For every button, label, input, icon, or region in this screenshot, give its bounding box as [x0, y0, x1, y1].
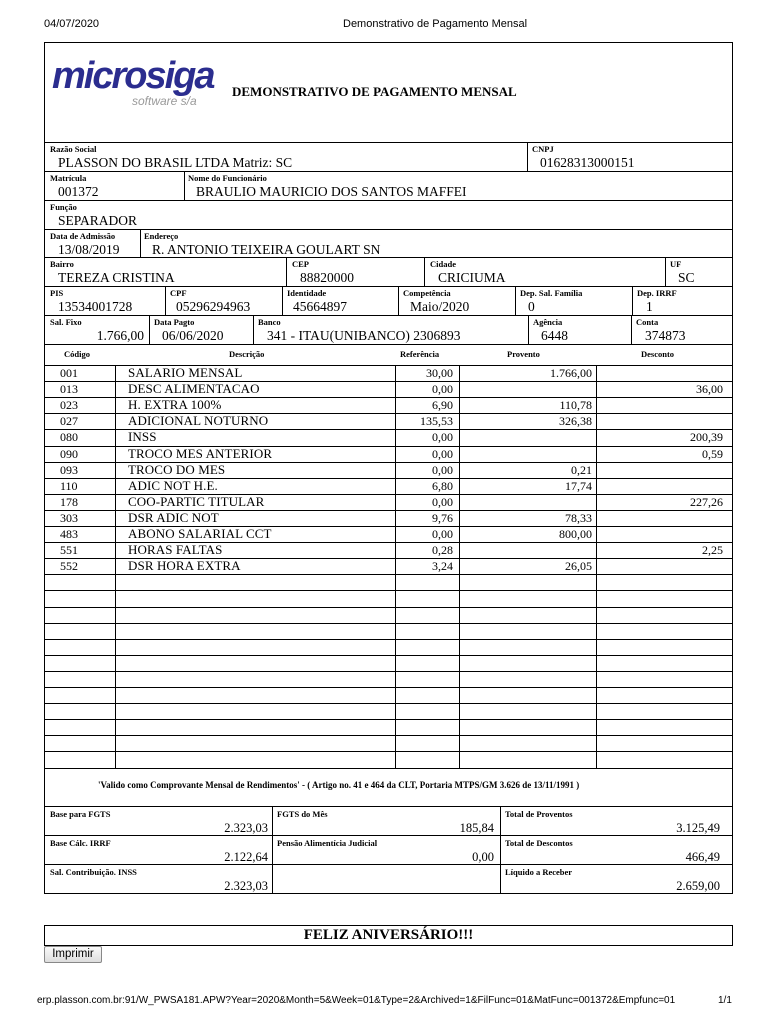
agencia-value: 6448	[541, 328, 568, 343]
row-provento: 1.766,00	[550, 366, 592, 380]
row-descricao: SALARIO MENSAL	[128, 365, 243, 380]
table-row-line	[45, 703, 733, 704]
uf-label: UF	[670, 259, 682, 269]
nome-label: Nome do Funcionário	[188, 173, 267, 183]
row-referencia: 30,00	[426, 366, 453, 380]
base-irrf-label: Base Cálc. IRRF	[50, 838, 111, 848]
table-col-line	[395, 365, 396, 768]
row-descricao: H. EXTRA 100%	[128, 397, 222, 412]
row-descricao: HORAS FALTAS	[128, 542, 223, 557]
fgts-mes-value: 185,84	[459, 821, 494, 835]
print-page-count: 1/1	[718, 995, 732, 1006]
table-row-line	[45, 671, 733, 672]
data-admissao-label: Data de Admissão	[50, 231, 116, 241]
fgts-mes-label: FGTS do Mês	[277, 809, 328, 819]
row-referencia: 6,90	[432, 398, 453, 412]
svg-text:microsiga: microsiga	[52, 55, 214, 97]
total-proventos-label: Total de Proventos	[505, 809, 573, 819]
cnpj-value: 01628313000151	[540, 155, 635, 170]
row-codigo: 303	[60, 511, 78, 525]
row-descricao: TROCO DO MES	[128, 462, 226, 477]
table-row-line	[45, 687, 733, 688]
uf-value: SC	[678, 270, 695, 285]
cpf-value: 05296294963	[176, 299, 251, 314]
endereco-value: R. ANTONIO TEIXEIRA GOULART SN	[152, 242, 381, 257]
birthday-message: FELIZ ANIVERSÁRIO!!!	[44, 925, 733, 946]
cep-value: 88820000	[300, 270, 354, 285]
funcao-value: SEPARADOR	[58, 213, 138, 228]
row-referencia: 0,00	[432, 463, 453, 477]
row-descricao: ADICIONAL NOTURNO	[128, 413, 269, 428]
funcao-label: Função	[50, 202, 77, 212]
col-header-provento: Provento	[507, 349, 540, 359]
table-row-line	[45, 607, 733, 608]
conta-label: Conta	[636, 317, 659, 327]
table-col-line	[115, 365, 116, 768]
table-col-line	[459, 365, 460, 768]
table-row-line	[45, 639, 733, 640]
identidade-value: 45664897	[293, 299, 347, 314]
print-button[interactable]: Imprimir	[44, 946, 102, 963]
row-descricao: DESC ALIMENTACAO	[128, 381, 260, 396]
table-row-line	[45, 768, 733, 769]
row-provento: 326,38	[559, 414, 592, 428]
row-codigo: 001	[60, 366, 78, 380]
row-codigo: 483	[60, 527, 78, 541]
nome-value: BRAULIO MAURICIO DOS SANTOS MAFFEI	[196, 184, 467, 199]
liquido-value: 2.659,00	[676, 879, 720, 893]
row-codigo: 552	[60, 559, 78, 573]
table-row-line	[45, 655, 733, 656]
row-referencia: 0,00	[432, 382, 453, 396]
row-referencia: 6,80	[432, 479, 453, 493]
dep-irrf-label: Dep. IRRF	[637, 288, 677, 298]
print-date: 04/07/2020	[44, 18, 100, 30]
row-provento: 78,33	[565, 511, 592, 525]
col-header-desconto: Desconto	[641, 349, 675, 359]
row-descricao: ADIC NOT H.E.	[128, 478, 218, 493]
pis-label: PIS	[50, 288, 64, 298]
table-row-line	[45, 590, 733, 591]
row-provento: 17,74	[565, 479, 592, 493]
table-col-line	[596, 365, 597, 768]
base-fgts-value: 2.323,03	[224, 821, 268, 835]
row-referencia: 0,00	[432, 447, 453, 461]
row-descricao: DSR HORA EXTRA	[128, 558, 241, 573]
dep-sal-familia-label: Dep. Sal. Família	[520, 288, 583, 298]
dep-sal-familia-value: 0	[528, 299, 535, 314]
row-desconto: 0,59	[702, 447, 723, 461]
row-referencia: 0,00	[432, 527, 453, 541]
cpf-label: CPF	[170, 288, 187, 298]
data-admissao-value: 13/08/2019	[58, 242, 120, 257]
row-referencia: 0,00	[432, 430, 453, 444]
conta-value: 374873	[645, 328, 686, 343]
table-row-line	[45, 751, 733, 752]
document-title: DEMONSTRATIVO DE PAGAMENTO MENSAL	[232, 84, 517, 99]
pensao-label: Pensão Alimentícia Judicial	[277, 838, 378, 848]
matricula-label: Matrícula	[50, 173, 87, 183]
competencia-value: Maio/2020	[410, 299, 470, 314]
row-desconto: 200,39	[690, 430, 723, 444]
row-referencia: 0,00	[432, 495, 453, 509]
bairro-value: TEREZA CRISTINA	[58, 270, 175, 285]
razao-social-value: PLASSON DO BRASIL LTDA Matriz: SC	[58, 155, 293, 170]
base-irrf-value: 2.122,64	[224, 850, 268, 864]
bairro-label: Bairro	[50, 259, 74, 269]
cnpj-label: CNPJ	[532, 144, 554, 154]
data-pagto-label: Data Pagto	[154, 317, 195, 327]
svg-text:software s/a: software s/a	[132, 94, 197, 108]
row-desconto: 2,25	[702, 543, 723, 557]
cidade-label: Cidade	[430, 259, 456, 269]
matricula-value: 001372	[58, 184, 99, 199]
dep-irrf-value: 1	[646, 299, 653, 314]
cidade-value: CRICIUMA	[438, 270, 506, 285]
banco-label: Banco	[258, 317, 281, 327]
row-provento: 0,21	[571, 463, 592, 477]
table-row-line	[45, 735, 733, 736]
table-row-line	[45, 623, 733, 624]
col-header-codigo: Código	[64, 349, 90, 359]
row-codigo: 551	[60, 543, 78, 557]
col-header-referencia: Referência	[400, 349, 440, 359]
sal-fixo-value: 1.766,00	[96, 328, 144, 343]
banco-value: 341 - ITAU(UNIBANCO) 2306893	[267, 328, 461, 343]
print-page-title: Demonstrativo de Pagamento Mensal	[343, 18, 528, 30]
endereco-label: Endereço	[144, 231, 179, 241]
sal-inss-value: 2.323,03	[224, 879, 268, 893]
pis-value: 13534001728	[58, 299, 133, 314]
pensao-value: 0,00	[472, 850, 494, 864]
legal-note: 'Valido como Comprovante Mensal de Rendimentos' - ( Artigo no. 41 e 464 da CLT, Portaria MTPS/GM 3.626 de 13/11/1991 )	[98, 780, 580, 790]
table-row-line	[45, 719, 733, 720]
sal-fixo-label: Sal. Fixo	[50, 317, 82, 327]
row-codigo: 178	[60, 495, 78, 509]
razao-social-label: Razão Social	[50, 144, 97, 154]
row-desconto: 36,00	[696, 382, 723, 396]
microsiga-logo	[48, 52, 218, 112]
row-referencia: 135,53	[420, 414, 453, 428]
row-descricao: TROCO MES ANTERIOR	[128, 446, 273, 461]
base-fgts-label: Base para FGTS	[50, 809, 111, 819]
row-descricao: DSR ADIC NOT	[128, 510, 219, 525]
total-proventos-value: 3.125,49	[676, 821, 720, 835]
row-descricao: ABONO SALARIAL CCT	[128, 526, 272, 541]
identidade-label: Identidade	[287, 288, 327, 298]
row-codigo: 013	[60, 382, 78, 396]
total-descontos-label: Total de Descontos	[505, 838, 573, 848]
row-codigo: 093	[60, 463, 78, 477]
row-desconto: 227,26	[690, 495, 723, 509]
print-url: erp.plasson.com.br:91/W_PWSA181.APW?Year=2020&Month=5&Week=01&Type=2&Archived=1&FilFunc=01&MatFunc=001372&Empfunc=01	[37, 995, 676, 1006]
cep-label: CEP	[292, 259, 309, 269]
row-referencia: 0,28	[432, 543, 453, 557]
row-codigo: 023	[60, 398, 78, 412]
row-provento: 110,78	[559, 398, 592, 412]
liquido-label: Líquido a Receber	[505, 867, 573, 877]
agencia-label: Agência	[533, 317, 563, 327]
total-descontos-value: 466,49	[685, 850, 720, 864]
row-descricao: INSS	[128, 429, 157, 444]
row-referencia: 3,24	[432, 559, 453, 573]
table-row-line	[45, 574, 733, 575]
row-codigo: 027	[60, 414, 78, 428]
row-referencia: 9,76	[432, 511, 453, 525]
row-codigo: 090	[60, 447, 78, 461]
row-codigo: 080	[60, 430, 78, 444]
row-provento: 26,05	[565, 559, 592, 573]
row-descricao: COO-PARTIC TITULAR	[128, 494, 265, 509]
sal-inss-label: Sal. Contribuição. INSS	[50, 867, 137, 877]
col-header-descricao: Descrição	[229, 349, 265, 359]
row-provento: 800,00	[559, 527, 592, 541]
competencia-label: Competência	[403, 288, 451, 298]
data-pagto-value: 06/06/2020	[162, 328, 224, 343]
row-codigo: 110	[60, 479, 78, 493]
